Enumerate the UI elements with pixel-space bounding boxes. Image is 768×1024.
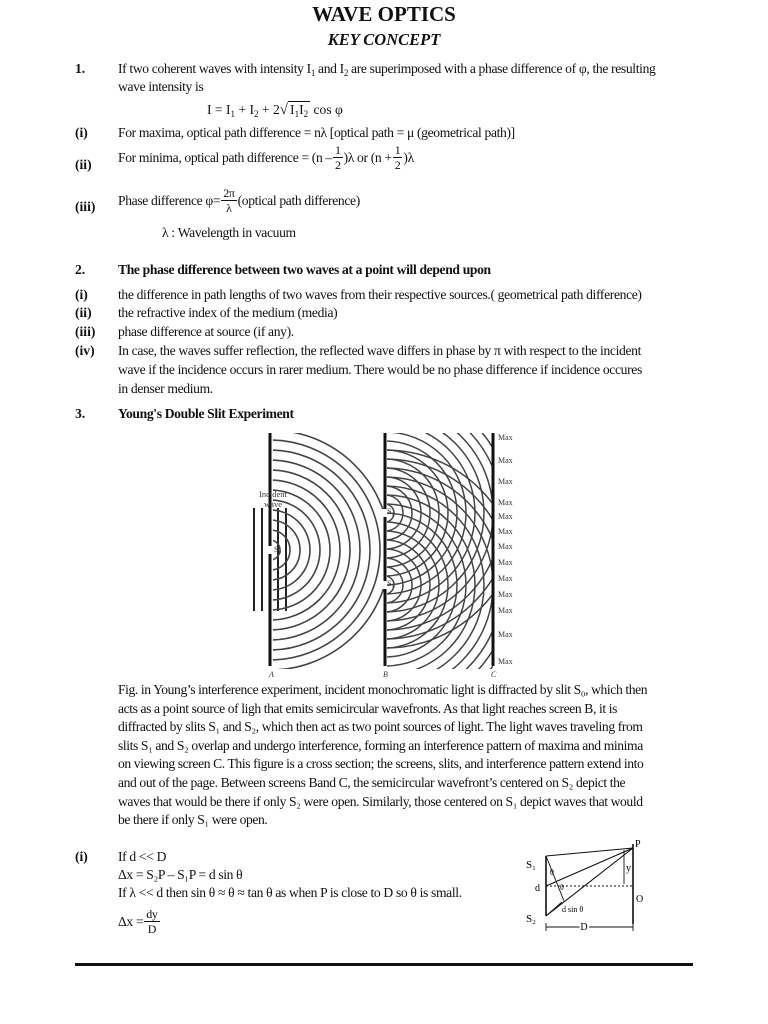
max-label: Max — [498, 512, 513, 521]
s1-maxima: For maxima, optical path difference = nλ [optical path = μ (geometrical path)] — [118, 125, 515, 140]
s2-item-iv-line3: in denser medium. — [118, 381, 213, 396]
s2-item-ii: the refractive index of the medium (media) — [118, 305, 338, 320]
double-slit-figure — [240, 428, 540, 678]
s3-i-label: (i) — [75, 849, 88, 864]
s2-iv-label: (iv) — [75, 343, 95, 358]
s2-item-iv-line2: wave if the incidence occurs in rarer medium. There would be no phase difference if incidence occures — [118, 362, 642, 377]
s2-label: S₂ — [387, 507, 395, 516]
s1-iii-label: (iii) — [75, 199, 96, 214]
s2-i-label: (i) — [75, 287, 88, 302]
s1-phase-difference: Phase difference φ= $\frac{2\pi}{\lambda}$ (optical path difference) — [118, 186, 360, 215]
theta-label: θ — [550, 868, 554, 877]
s0-label: S₀ — [274, 545, 282, 554]
s1-label: S₁ — [387, 579, 395, 588]
origin-o-label: O — [636, 894, 644, 905]
separation-d-label: d — [535, 883, 540, 894]
slit-s2-label: S₂ — [526, 913, 536, 925]
screen-b-label: B — [383, 670, 388, 678]
footer-rule — [75, 963, 693, 966]
s1-intro: If two coherent waves with intensity $I_1$ and $I_2$ are superimposed with a phase difference of φ, the resulting — [118, 61, 656, 78]
point-p-label: P — [635, 839, 641, 850]
caption-line: acts as a point source of ligh that emits semicircular wavefronts. As that light reaches screen B, it is — [118, 700, 617, 716]
max-label: Max — [498, 527, 513, 536]
incident-label: Incident — [259, 489, 287, 499]
section-3-heading: Young's Double Slit Experiment — [118, 406, 294, 421]
lambda-note: λ : Wavelength in vacuum — [162, 225, 296, 240]
s2-item-iii: phase difference at source (if any). — [118, 324, 294, 339]
section-1-number: 1. — [75, 61, 86, 76]
max-labels — [498, 433, 513, 666]
max-label: Max — [498, 630, 513, 639]
dsin-label: d sin θ — [562, 905, 584, 914]
s2-item-i: the difference in path lengths of two waves from their respective sources.( geometrical path difference) — [118, 287, 642, 302]
path-difference-eq: Δx = S₂P – S₁P = d sin θ — [118, 867, 243, 882]
distance-D-label: D — [580, 922, 588, 933]
caption-line: and out of the page. Between screens Band C, the semicircular wavefront’s centered on S₂ depict the — [118, 774, 626, 790]
small-angle-note: If λ << d then sin θ ≈ θ ≈ tan θ as when P is close to D so θ is small. — [118, 885, 462, 900]
s1-ii-label: (ii) — [75, 157, 92, 172]
condition-d-much-less-D: If d << D — [118, 849, 167, 864]
dx-equation: Δx = $\frac{dy}{D}$ — [118, 907, 158, 936]
s2-ii-label: (ii) — [75, 305, 92, 320]
screen-a-label: A — [269, 670, 274, 678]
path-difference-diagram — [522, 838, 652, 938]
max-label: Max — [498, 433, 513, 442]
screen-c-label: C — [491, 670, 497, 678]
max-label: Max — [498, 542, 513, 551]
page-title: WAVE OPTICS — [312, 2, 456, 26]
caption-line: on viewing screen C. This figure is a cross section; the screens, slits, and interference pattern extend into — [118, 756, 644, 772]
max-label: Max — [498, 657, 513, 666]
s2-item-iv: In case, the waves suffer reflection, the reflected wave differs in phase by π with respect to the incident — [118, 343, 642, 358]
max-label: Max — [498, 558, 513, 567]
caption-line: slits S₁ and S₂ overlap and undergo interference, forming an interference pattern of maxima and minima — [118, 737, 643, 753]
incident-label-2: wave — [264, 499, 282, 509]
s1-minima: For minima, optical path difference = (n – $\frac{1}{2}$ )λ or (n + $\frac{1}{2}$ )λ — [118, 143, 414, 172]
s1-i-label: (i) — [75, 125, 88, 140]
caption-line: Fig. in Young’s interference experiment, incident monochromatic light is diffracted by slit S₀, which then — [118, 682, 648, 697]
figure-caption — [118, 681, 696, 830]
caption-line: diffracted by slits S₁ and S₂, which then act as two point sources of light. The light waves traveling from — [118, 719, 643, 735]
max-label: Max — [498, 477, 513, 486]
section-3-number: 3. — [75, 406, 86, 421]
intensity-equation: $I = I_1 + I_2 + 2√$ $I_1I_2$ cos φ — [207, 102, 343, 119]
wavefront-arc — [240, 470, 350, 630]
y-label: y — [626, 863, 631, 874]
slit-s1-label: S₁ — [526, 859, 536, 871]
s2-iii-label: (iii) — [75, 324, 96, 339]
max-label: Max — [498, 456, 513, 465]
max-label: Max — [498, 498, 513, 507]
max-label: Max — [498, 590, 513, 599]
max-label: Max — [498, 574, 513, 583]
section-2-number: 2. — [75, 262, 86, 277]
s1-intro-line2: wave intensity is — [118, 79, 204, 94]
caption-line: waves that would be there if only S₂ were open. Similarly, those centered on S₁ depict waves that would — [118, 793, 643, 809]
caption-line: be there if only S₁ were open. — [118, 812, 268, 828]
page-subtitle: KEY CONCEPT — [327, 30, 441, 49]
section-2-heading: The phase difference between two waves at a point will depend upon — [118, 262, 491, 277]
theta-label: θ — [560, 883, 564, 892]
max-label: Max — [498, 606, 513, 615]
